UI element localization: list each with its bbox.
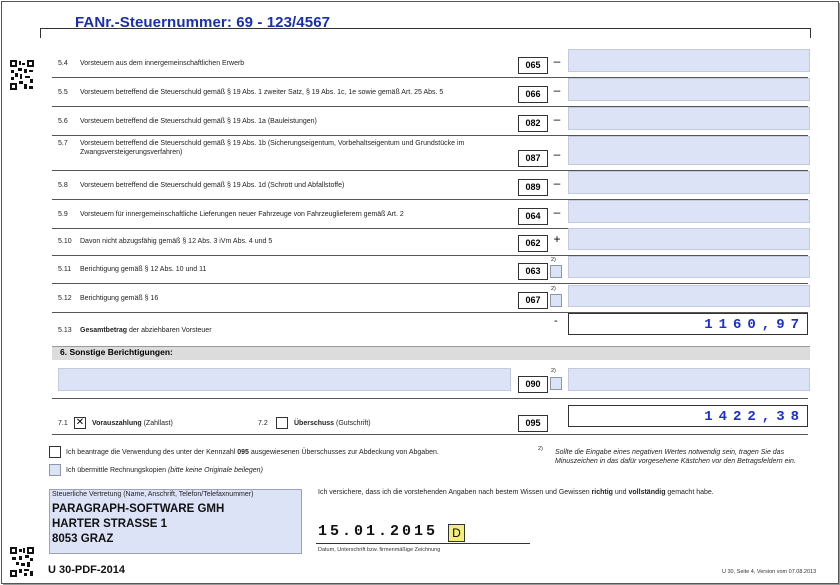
- sign-marker: –: [553, 205, 561, 219]
- sign-checkbox[interactable]: [550, 294, 562, 307]
- sign-checkbox[interactable]: [550, 377, 562, 390]
- row-number: 5.5: [58, 88, 68, 96]
- sign-marker: +: [553, 232, 561, 246]
- qr-code-icon: [10, 60, 34, 90]
- form-id: U 30-PDF-2014: [48, 564, 126, 576]
- signature-line: [316, 543, 530, 544]
- row-label: Vorsteuern betreffend die Steuerschuld gemäß § 19 Abs. 1a (Bauleistungen): [80, 117, 317, 125]
- row-label: Vorsteuern für innergemeinschaftliche Lieferungen neuer Fahrzeuge von Fahrzeuglieferern gemäß Art. 2: [80, 210, 404, 218]
- footnote-text: Sollte die Eingabe eines negativen Wertes notwendig sein, tragen Sie das Minuszeichen in das dafür vorgesehene Kästchen vor den Betragsfeldern ein.: [555, 449, 796, 465]
- representative-street: HARTER STRASSE 1: [52, 518, 168, 530]
- payment-amount-value: 1422,38: [704, 409, 805, 425]
- invoice-copies-checkbox[interactable]: [49, 464, 61, 476]
- sign-marker: –: [553, 83, 561, 97]
- declaration-text: Ich versichere, dass ich die vorstehenden Angaben nach bestem Wissen und Gewissen richtig und vollständig gemacht habe.: [318, 489, 714, 496]
- amount-field[interactable]: [568, 107, 810, 130]
- total-amount-value: 1160,97: [704, 317, 805, 333]
- form-page: [1, 1, 839, 584]
- section-title: 6. Sonstige Berichtigungen:: [60, 347, 173, 357]
- amount-field[interactable]: [568, 200, 810, 223]
- frame-right-tick: [810, 28, 811, 38]
- sign-marker: –: [553, 112, 561, 126]
- row-number: 5.11: [58, 266, 72, 273]
- row-number: 5.4: [58, 59, 68, 67]
- other-corrections-amount-field[interactable]: [568, 368, 810, 391]
- row-label: Vorsteuern betreffend die Steuerschuld gemäß § 19 Abs. 1d (Schrott und Abfallstoffe): [80, 181, 345, 189]
- footnote-marker: 2): [538, 446, 543, 452]
- row-number: 5.9: [58, 210, 68, 218]
- surplus-label: Überschuss (Gutschrift): [294, 420, 371, 427]
- prepayment-label: Vorauszahlung (Zahllast): [92, 420, 173, 427]
- row-number: 5.8: [58, 181, 68, 189]
- sign-marker: –: [553, 176, 561, 190]
- frame-left-tick: [40, 28, 41, 38]
- page-info: U 30, Seite 4, Version vom 07.08.2013: [722, 569, 817, 575]
- code-box: 090: [518, 376, 548, 393]
- other-corrections-text-field[interactable]: [58, 368, 511, 391]
- footnote-marker: 2): [551, 257, 556, 263]
- code-box: 063: [518, 263, 548, 280]
- qr-code-icon: [10, 547, 34, 577]
- amount-field[interactable]: [568, 78, 810, 101]
- signature-d-box: D: [448, 524, 465, 542]
- minus-sign: -: [554, 315, 558, 327]
- code-box: 064: [518, 208, 548, 225]
- payment-amount-field[interactable]: [568, 405, 808, 427]
- code-box: 065: [518, 57, 548, 74]
- code-box: 087: [518, 150, 548, 167]
- invoice-copies-label: Ich übermittle Rechnungskopien (bitte keine Originale beilegen): [66, 467, 263, 474]
- representative-city: 8053 GRAZ: [52, 533, 114, 545]
- frame-top-line: [40, 28, 810, 47]
- row-label: Vorsteuern betreffend die Steuerschuld gemäß § 19 Abs. 1 zweiter Satz, § 19 Abs. 1c, 1e sowie gemäß Art. 25 Abs. 5: [80, 88, 444, 96]
- row-label: Berichtigung gemäß § 16: [80, 295, 159, 302]
- amount-field[interactable]: [568, 228, 810, 250]
- sign-marker: –: [553, 147, 561, 161]
- row-label: Vorsteuern betreffend die Steuerschuld gemäß § 19 Abs. 1b (Sicherungseigentum, Vorbehaltseigentum und Grundstücke im Zwangsversteigerungsverfahren): [80, 140, 465, 156]
- code-box: 067: [518, 292, 548, 309]
- code-box: 082: [518, 115, 548, 132]
- row-divider: [52, 434, 808, 435]
- row-number: 5.13: [58, 327, 72, 334]
- surplus-checkbox[interactable]: [276, 417, 288, 429]
- amount-field[interactable]: [568, 171, 810, 194]
- prepayment-checkbox[interactable]: ✕: [75, 417, 85, 428]
- row-divider: [52, 283, 808, 284]
- code-box: 066: [518, 86, 548, 103]
- code-box: 089: [518, 179, 548, 196]
- offset-surplus-label: Ich beantrage die Verwendung des unter der Kennzahl 095 ausgewiesenen Überschusses zur Abdeckung von Abgaben.: [66, 449, 439, 456]
- amount-field[interactable]: [568, 49, 810, 72]
- row-number: 7.2: [258, 420, 268, 427]
- signature-date[interactable]: 15.01.2015: [318, 523, 439, 540]
- row-number: 5.10: [58, 238, 72, 245]
- signature-caption: Datum, Unterschrift bzw. firmenmäßige Zeichnung: [318, 547, 441, 553]
- amount-field[interactable]: [568, 136, 810, 165]
- footnote-marker: 2): [551, 368, 556, 374]
- row-label: Davon nicht abzugsfähig gemäß § 12 Abs. 3 iVm Abs. 4 und 5: [80, 238, 273, 245]
- tax-representative-label: Steuerliche Vertretung (Name, Anschrift, Telefon/Telefaxnummer): [52, 491, 254, 498]
- sign-marker: –: [553, 54, 561, 68]
- total-amount-field[interactable]: [568, 313, 808, 335]
- offset-surplus-checkbox[interactable]: [49, 446, 61, 458]
- row-label: Berichtigung gemäß § 12 Abs. 10 und 11: [80, 266, 207, 273]
- row-number: 5.6: [58, 117, 68, 125]
- row-number: 5.7: [58, 140, 68, 147]
- row-divider: [52, 398, 808, 399]
- row-number: 7.1: [58, 420, 68, 427]
- sign-checkbox[interactable]: [550, 265, 562, 278]
- representative-name: PARAGRAPH-SOFTWARE GMH: [52, 503, 225, 515]
- total-label: Gesamtbetrag der abziehbaren Vorsteuer: [80, 327, 212, 334]
- row-label: Vorsteuern aus dem innergemeinschaftlichen Erwerb: [80, 59, 245, 67]
- footnote-marker: 2): [551, 286, 556, 292]
- amount-field[interactable]: [568, 256, 810, 278]
- code-box: 095: [518, 415, 548, 432]
- code-box: 062: [518, 235, 548, 252]
- tax-number-header: FANr.-Steuernummer: 69 - 123/4567: [75, 14, 331, 31]
- amount-field[interactable]: [568, 285, 810, 307]
- row-number: 5.12: [58, 295, 72, 302]
